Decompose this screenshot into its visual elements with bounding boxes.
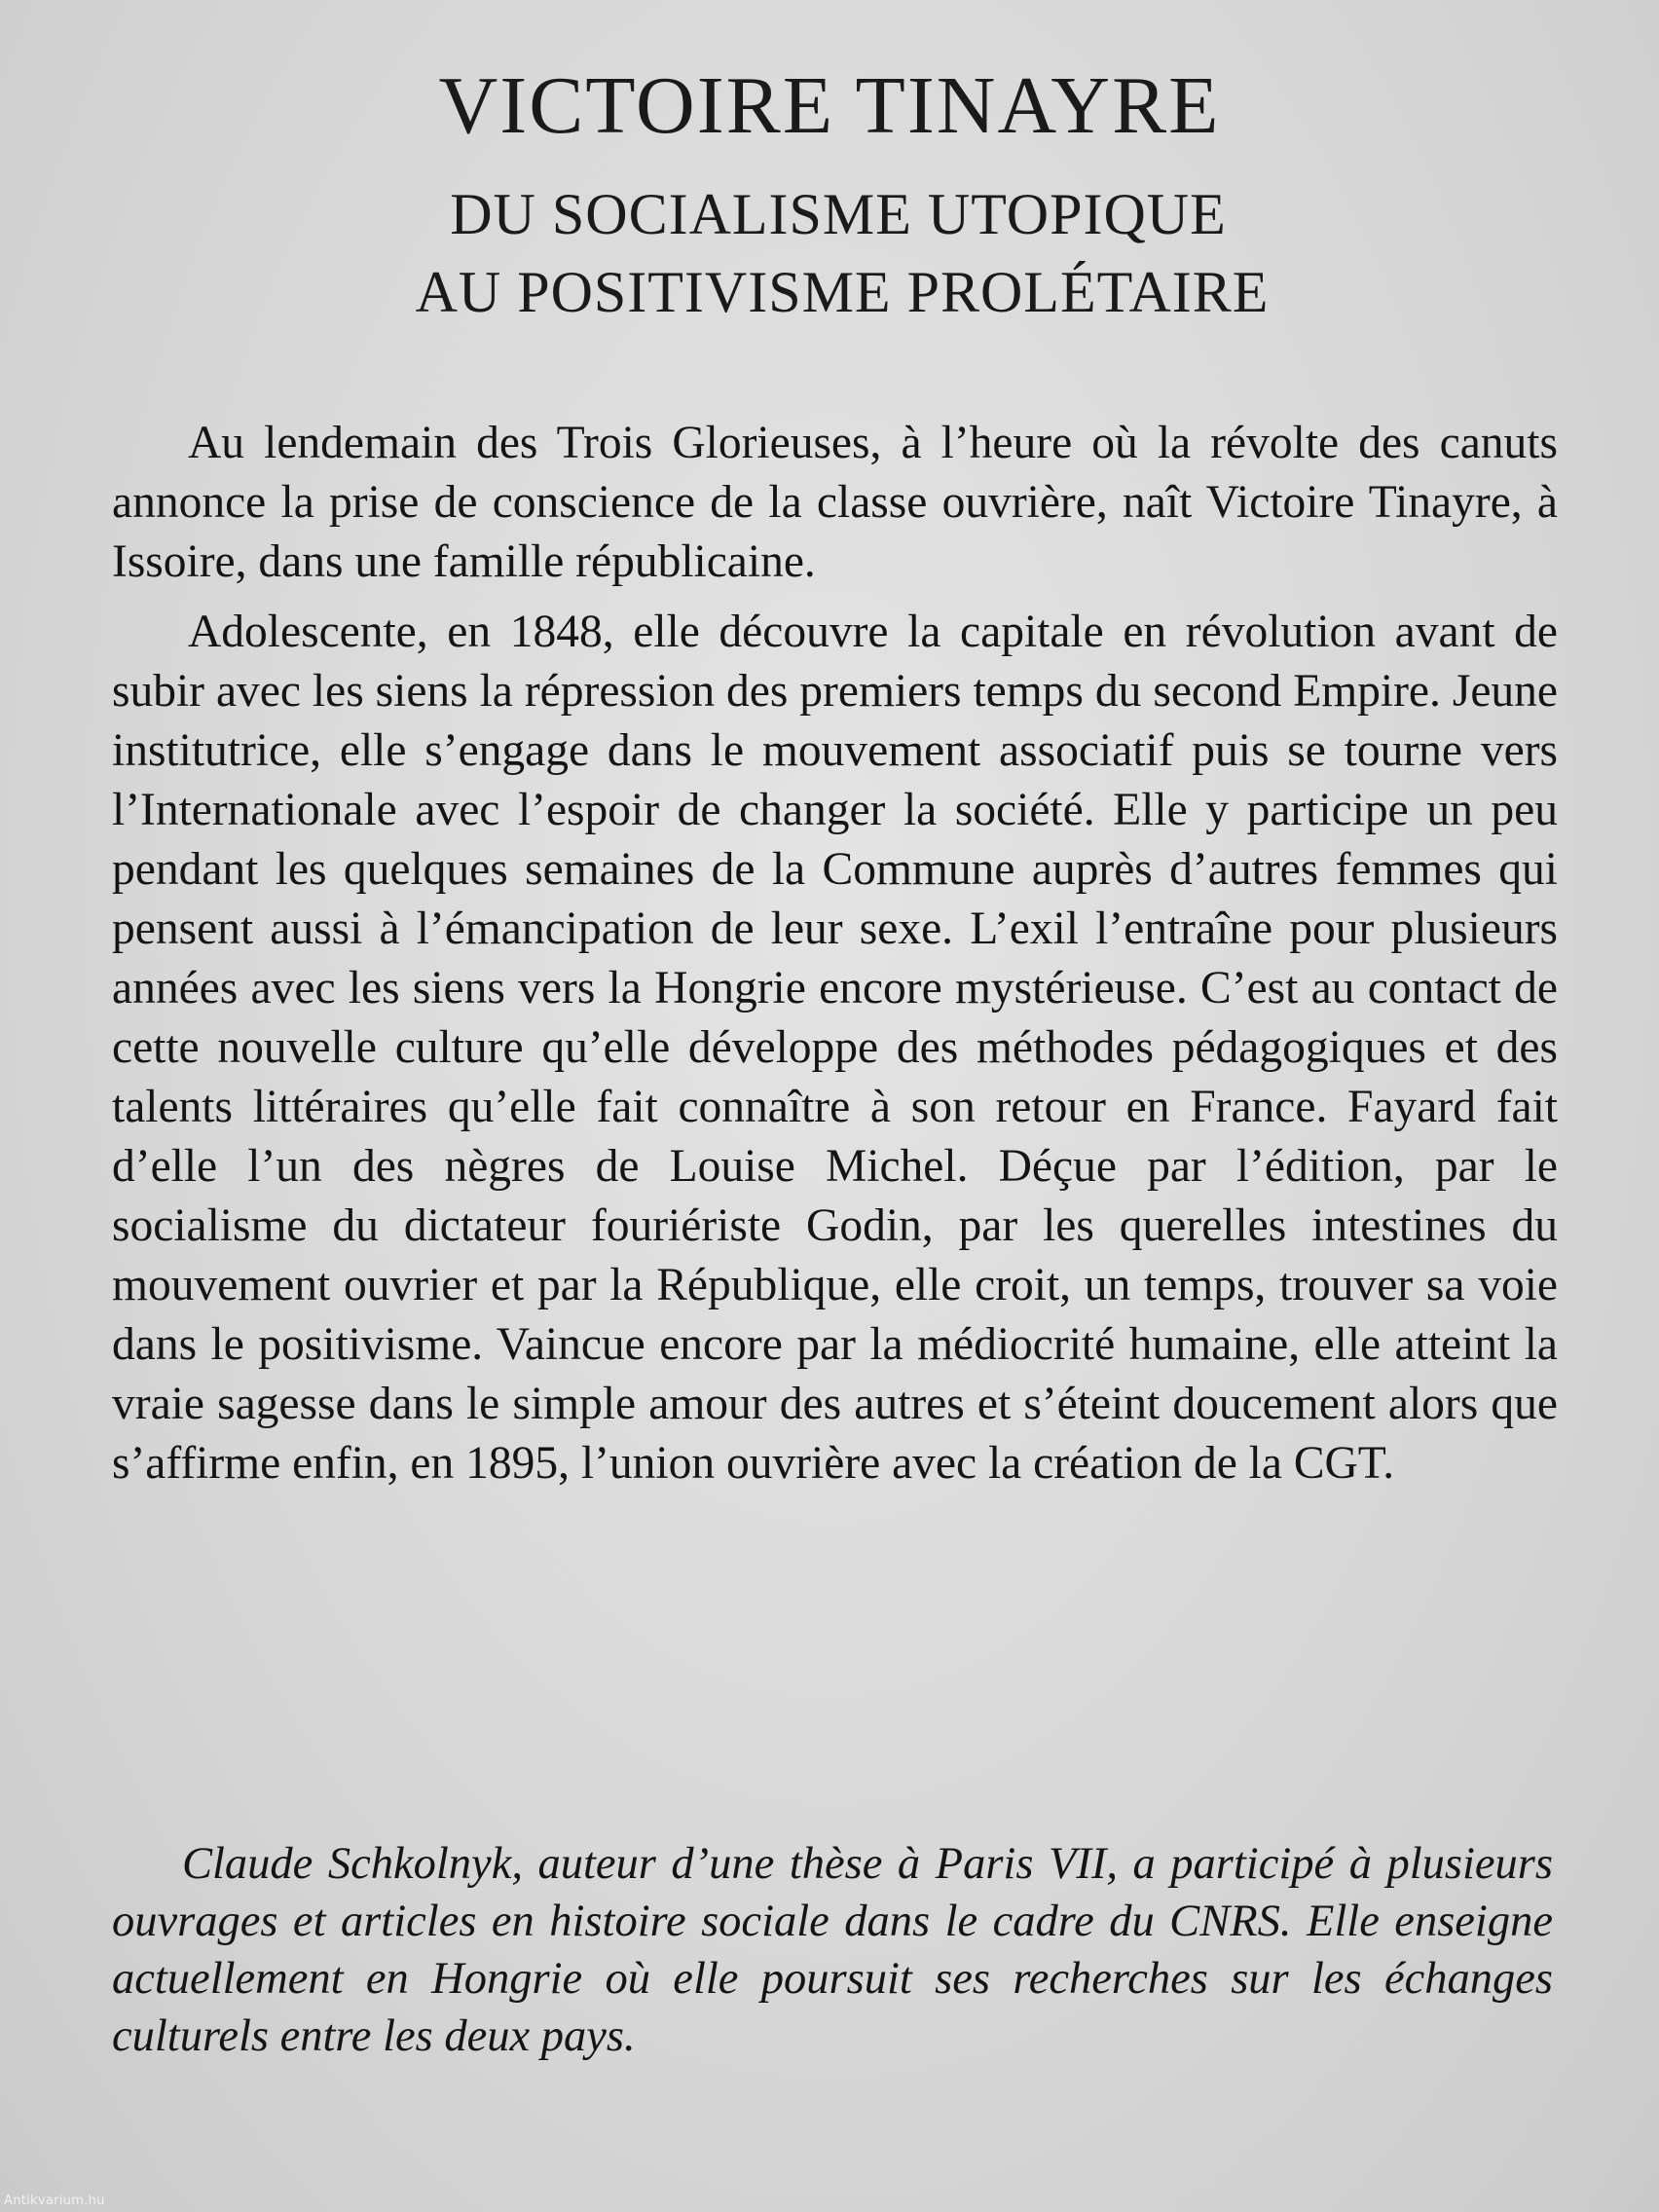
- subtitle-line-2: AU POSITIVISME PROLÉTAIRE: [415, 260, 1270, 324]
- summary-paragraph-2: Adolescente, en 1848, elle découvre la capitale en révolution avant de subir avec les siens la répression des premiers temps du second Empire. Jeune institutrice, elle s’engage dans le mouvement associatif puis se tourne vers l’Internationale avec l’espoir de changer la société. Elle y participe un peu pendant les quelques semaines de la Commune auprès d’autres femmes qui pensent aussi à l’émancipation de leur sexe. L’exil l’entraîne pour plusieurs années avec les siens vers la Hongrie encore mystérieuse. C’est au contact de cette nouvelle culture qu’elle développe des méthodes pédagogiques et des talents littéraires qu’elle fait connaître à son retour en France. Fayard fait d’elle l’un des nègres de Louise Michel. Déçue par l’édition, par le socialisme du dictateur fouriériste Godin, par les querelles intestines du mouvement ouvrier et par la République, elle croit, un temps, trouver sa voie dans le positivisme. Vaincue encore par la médiocrité humaine, elle atteint la vraie sagesse dans le simple amour des autres et s’éteint doucement alors que s’affirme enfin, en 1895, l’union ouvrière avec la création de la CGT.: [112, 607, 1558, 1489]
- watermark: Antikvarium.hu: [4, 2194, 105, 2208]
- subtitle-line-1: DU SOCIALISME UTOPIQUE: [450, 182, 1227, 246]
- summary-text: [112, 414, 1558, 1504]
- author-bio-paragraph: Claude Schkolnyk, auteur d’une thèse à Paris VII, a participé à plusieurs ouvrages et articles en histoire sociale dans le cadre du CNRS. Elle enseigne actuellement en Hongrie où elle poursuit ses recherches sur les échanges culturels entre les deux pays.: [112, 1839, 1553, 2061]
- book-subtitle: [0, 175, 1659, 331]
- book-title: VICTOIRE TINAYRE: [438, 60, 1221, 151]
- summary-paragraph-1: Au lendemain des Trois Glorieuses, à l’heure où la révolte des canuts annonce la prise de conscience de la classe ouvrière, naît Victoire Tinayre, à Issoire, dans une famille républicaine.: [112, 418, 1558, 587]
- author-bio: [112, 1835, 1553, 2065]
